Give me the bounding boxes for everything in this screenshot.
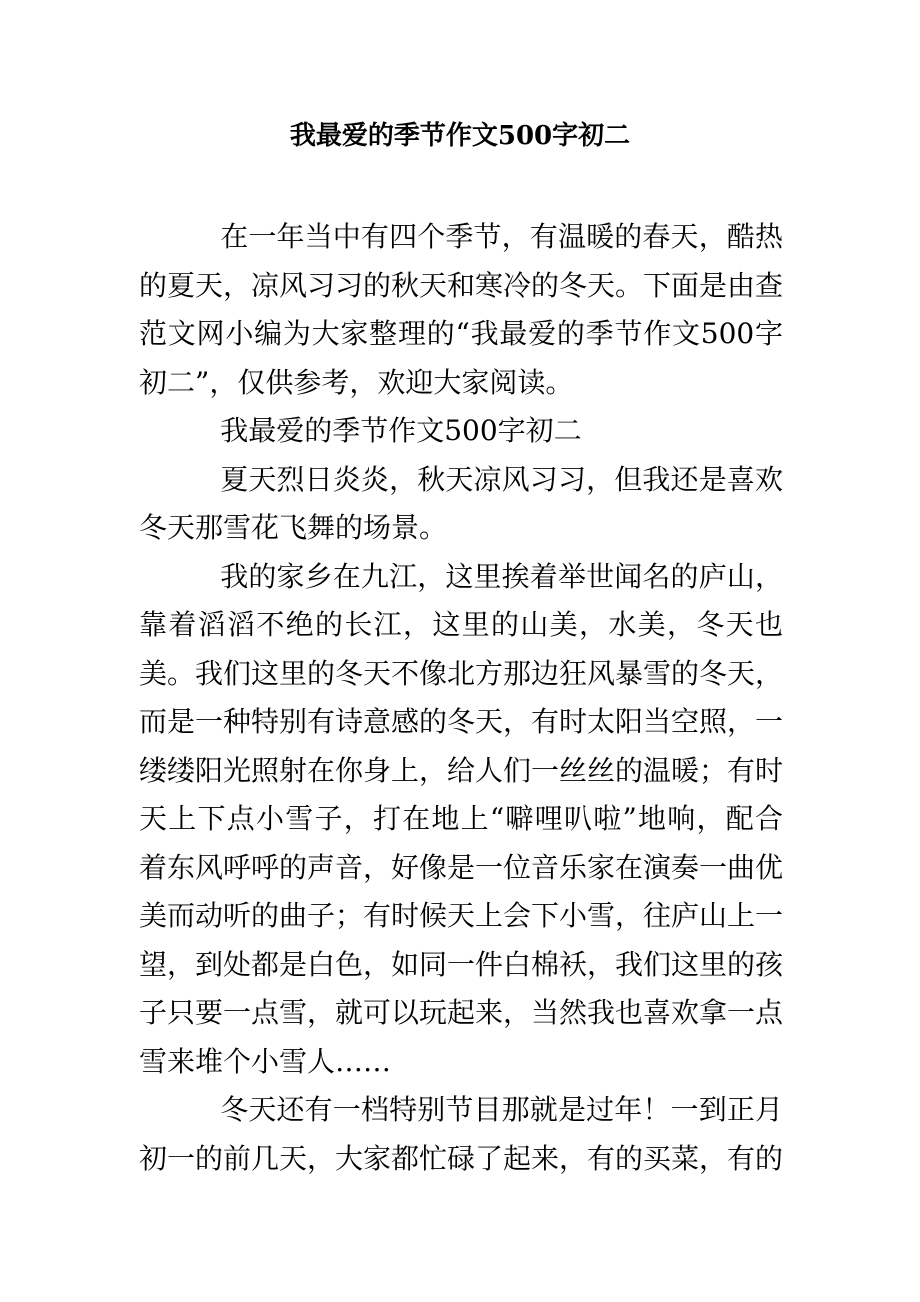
paragraph-subtitle: 我最爱的季节作文500字初二 <box>220 414 582 447</box>
paragraph-intro: 在一年当中有四个季节，有温暖的春天，酷热的夏天，凉风习习的秋天和寒冷的冬天。下面是由查范文网小编为大家整理的“我最爱的季节作文500字初二”，仅供参考，欢迎大家阅读。 <box>139 220 784 399</box>
document-body <box>139 213 783 1183</box>
paragraph-new-year: 冬天还有一档特别节目那就是过年！一到正月初一的前几天，大家都忙碌了起来，有的买菜，有的 <box>139 1093 784 1175</box>
paragraph-summer-autumn: 夏天烈日炎炎，秋天凉风习习，但我还是喜欢冬天那雪花飞舞的场景。 <box>139 462 783 544</box>
paragraph-hometown: 我的家乡在九江，这里挨着举世闻名的庐山，靠着滔滔不绝的长江，这里的山美，水美，冬天也美。我们这里的冬天不像北方那边狂风暴雪的冬天，而是一种特别有诗意感的冬天，有时太阳当空照，一缕缕阳光照射在你身上，给人们一丝丝的温暖；有时天上下点小雪子，打在地上“噼哩叭啦”地响，配合着东风呼呼的声音，好像是一位音乐家在演奏一曲优美而动听的曲子；有时候天上会下小雪，往庐山上一望，到处都是白色，如同一件白棉袄，我们这里的孩子只要一点雪，就可以玩起来，当然我也喜欢拿一点雪来堆个小雪人…… <box>139 559 784 1078</box>
document-title: 我最爱的季节作文500字初二 <box>289 121 631 151</box>
